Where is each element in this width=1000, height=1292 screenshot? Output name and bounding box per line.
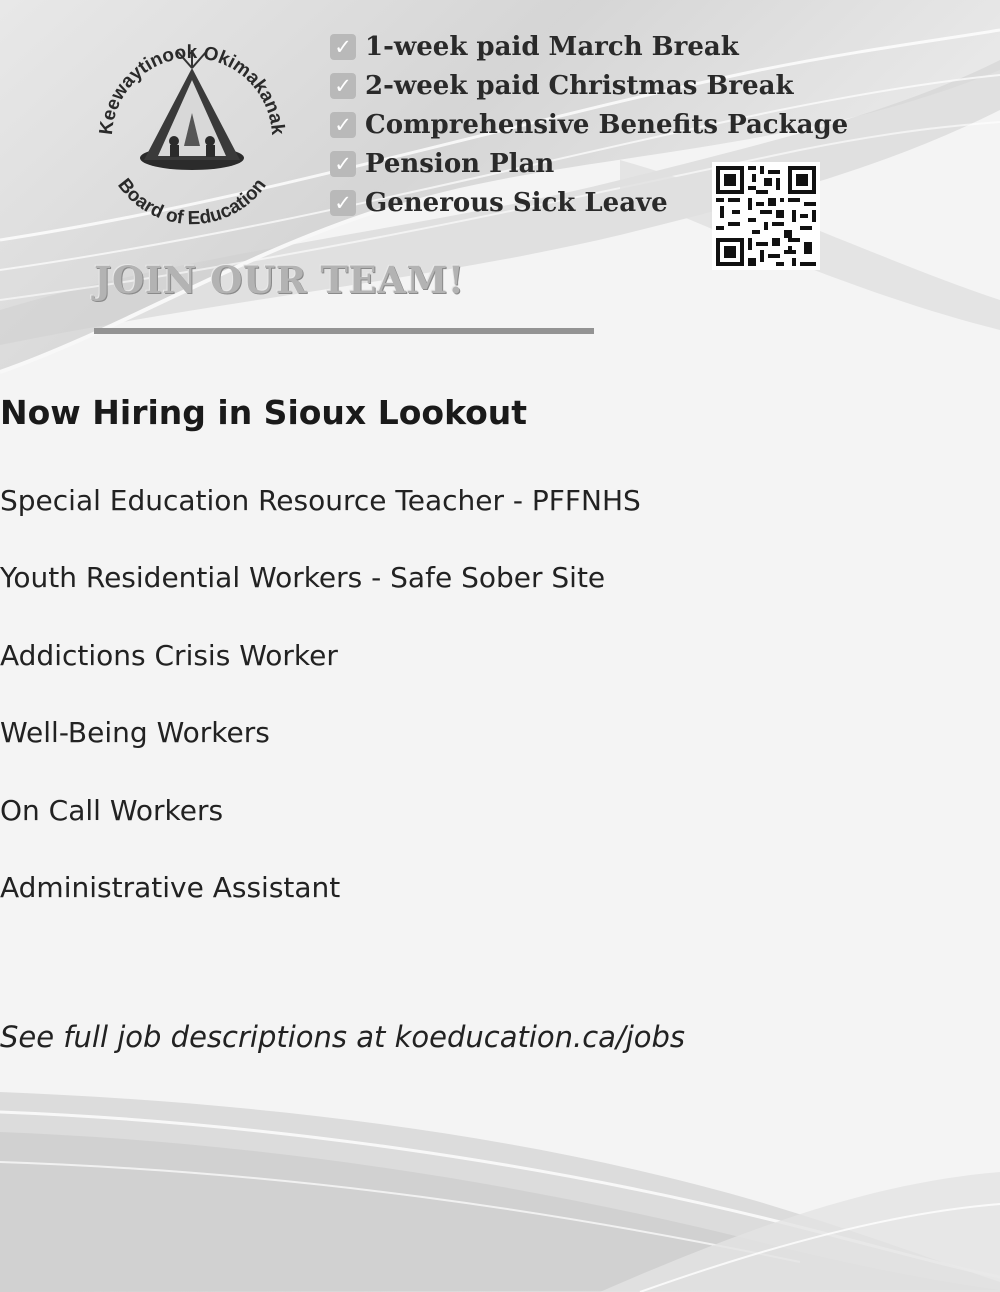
benefit-item — [330, 66, 848, 105]
divider — [94, 328, 594, 334]
benefit-label: Comprehensive Benefits Package — [365, 109, 849, 140]
organization-logo — [82, 18, 302, 238]
qr-code-icon[interactable] — [712, 162, 820, 270]
job-list — [0, 478, 1000, 942]
background-swoosh-bottom — [0, 1092, 1000, 1292]
checkmark-icon: ✓ — [330, 73, 356, 99]
checkmark-icon: ✓ — [330, 112, 356, 138]
checkmark-icon: ✓ — [330, 190, 356, 216]
benefit-label: 2-week paid Christmas Break — [365, 70, 794, 101]
job-item: Special Education Resource Teacher - PFFNHS — [0, 484, 641, 517]
job-item: Addictions Crisis Worker — [0, 638, 338, 672]
checkmark-icon: ✓ — [330, 151, 356, 177]
logo-name-top: Keewaytinook Okimakanak — [95, 41, 289, 136]
join-heading: JOIN OUR TEAM! — [94, 258, 465, 302]
benefit-item — [330, 105, 848, 144]
page-title: Now Hiring in Sioux Lookout — [0, 393, 528, 432]
job-descriptions-link[interactable]: See full job descriptions at koeducation.ca/jobs — [0, 1020, 686, 1054]
job-item: Youth Residential Workers - Safe Sober Site — [0, 561, 606, 595]
job-item: On Call Workers — [0, 793, 224, 827]
logo-name-bottom: Board of Education — [113, 174, 271, 230]
benefit-item — [330, 27, 848, 66]
job-item: Well-Being Workers — [0, 716, 270, 750]
job-item: Administrative Assistant — [0, 870, 341, 904]
checkmark-icon: ✓ — [330, 34, 356, 60]
benefit-label: Generous Sick Leave — [365, 187, 668, 218]
benefit-label: Pension Plan — [365, 148, 555, 179]
benefit-label: 1-week paid March Break — [365, 31, 739, 62]
